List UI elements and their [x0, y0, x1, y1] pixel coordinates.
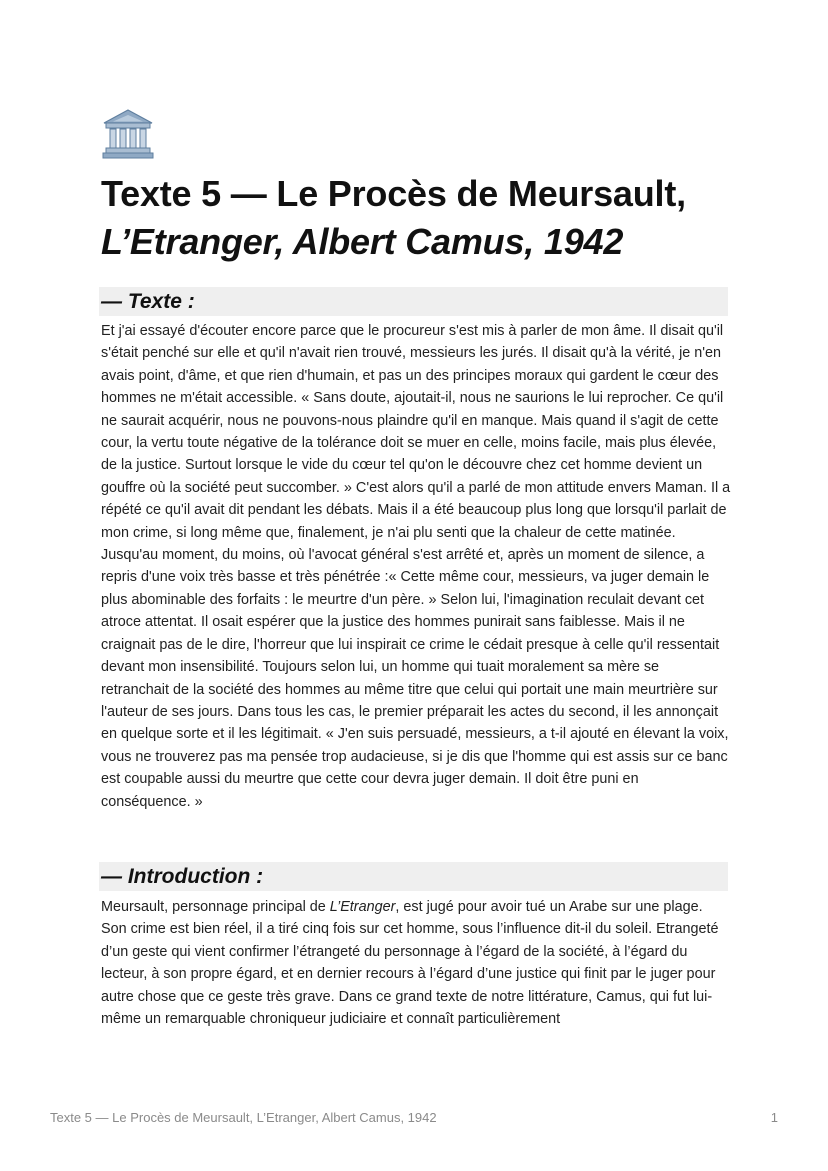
page-title [101, 170, 741, 266]
page-title-work: L’Etranger, Albert Camus, 1942 [101, 221, 624, 262]
page-number: 1 [770, 1110, 778, 1125]
page-title-main: Texte 5 — Le Procès de Meursault, [101, 173, 686, 214]
classical-building-icon-graphic [101, 108, 155, 160]
introduction-body-work-title: L’Etranger [329, 899, 396, 915]
footer-title: Texte 5 — Le Procès de Meursault, L’Etranger, Albert Camus, 1942 [50, 1110, 437, 1125]
introduction-body [101, 896, 731, 1030]
introduction-body-start: Meursault, personnage principal de [101, 899, 330, 915]
section-heading-introduction: — Introduction : [99, 862, 728, 891]
introduction-body-rest: , est jugé pour avoir tué un Arabe sur une plage. Son crime est bien réel, il a tiré cinq fois sur cet homme, sous l’influence dit-il du soleil. Etrangeté d’un geste qui vient confirmer l’étrangeté du personnage à l’égard de la société, à l’égard du lecteur, à son propre égard, et en dernier recours à l’égard d’une justice qui finit par le juger pour autre chose que ce geste très grave. Dans ce grand texte de notre littérature, Camus, qui fut lui-même un remarquable chroniqueur judiciaire et connaît particulièrement [101, 899, 719, 1028]
classical-building-icon [101, 108, 155, 160]
texte-body: Et j'ai essayé d'écouter encore parce que le procureur s'est mis à parler de mon âme. Il disait qu'il s'était penché sur elle et qu'il n'avait rien trouvé, messieurs les jurés. Il disait qu'à la vérité, je n'en avais point, d'âme, et que rien d'humain, et pas un des principes moraux qui gardent le cœur des hommes ne m'était accessible. « Sans doute, ajoutait-il, nous ne saurions le lui reprocher. Ce qu'il ne saurait acquérir, nous ne pouvons-nous plaindre qu'il en manque. Mais quand il s'agit de cette cour, la vertu toute négative de la tolérance doit se muer en celle, moins facile, mais plus élevée, de la justice. Surtout lorsque le vide du cœur tel qu'on le découvre chez cet homme devient un gouffre où la société peut succomber. » C'est alors qu'il a parlé de mon attitude envers Maman. Il a répété ce qu'il avait dit pendant les débats. Mais il a été beaucoup plus long que lorsqu'il parlait de mon crime, si long même que, finalement, je n'ai plu senti que la chaleur de cette matinée. Jusqu'au moment, du moins, où l'avocat général s'est arrêté et, après un moment de silence, a repris d'une voix très basse et très pénétrée :« Cette même cour, messieurs, va juger demain le plus abominable des forfaits : le meurtre d'un père. » Selon lui, l'imagination reculait devant cet atroce attentat. Il osait espérer que la justice des hommes punirait sans faiblesse. Mais il ne craignait pas de le dire, l'horreur que lui inspirait ce crime le cédait presque à celle qu'il ressentait devant mon insensibilité. Toujours selon lui, un homme qui tuait moralement sa mère se retranchait de la société des hommes au même titre que celui qui portait une main meurtrière sur l'auteur de ses jours. Dans tous les cas, le premier préparait les actes du second, il les annonçait en quelque sorte et il les légitimait. « J'en suis persuadé, messieurs, a t-il ajouté en élevant la voix, vous ne trouverez pas ma pensée trop audacieuse, si je dis que l'homme qui est assis sur ce banc est coupable aussi du meurtre que cette cour devra juger demain. Il doit être puni en conséquence. » [101, 323, 731, 810]
section-heading-texte: — Texte : [99, 287, 728, 316]
